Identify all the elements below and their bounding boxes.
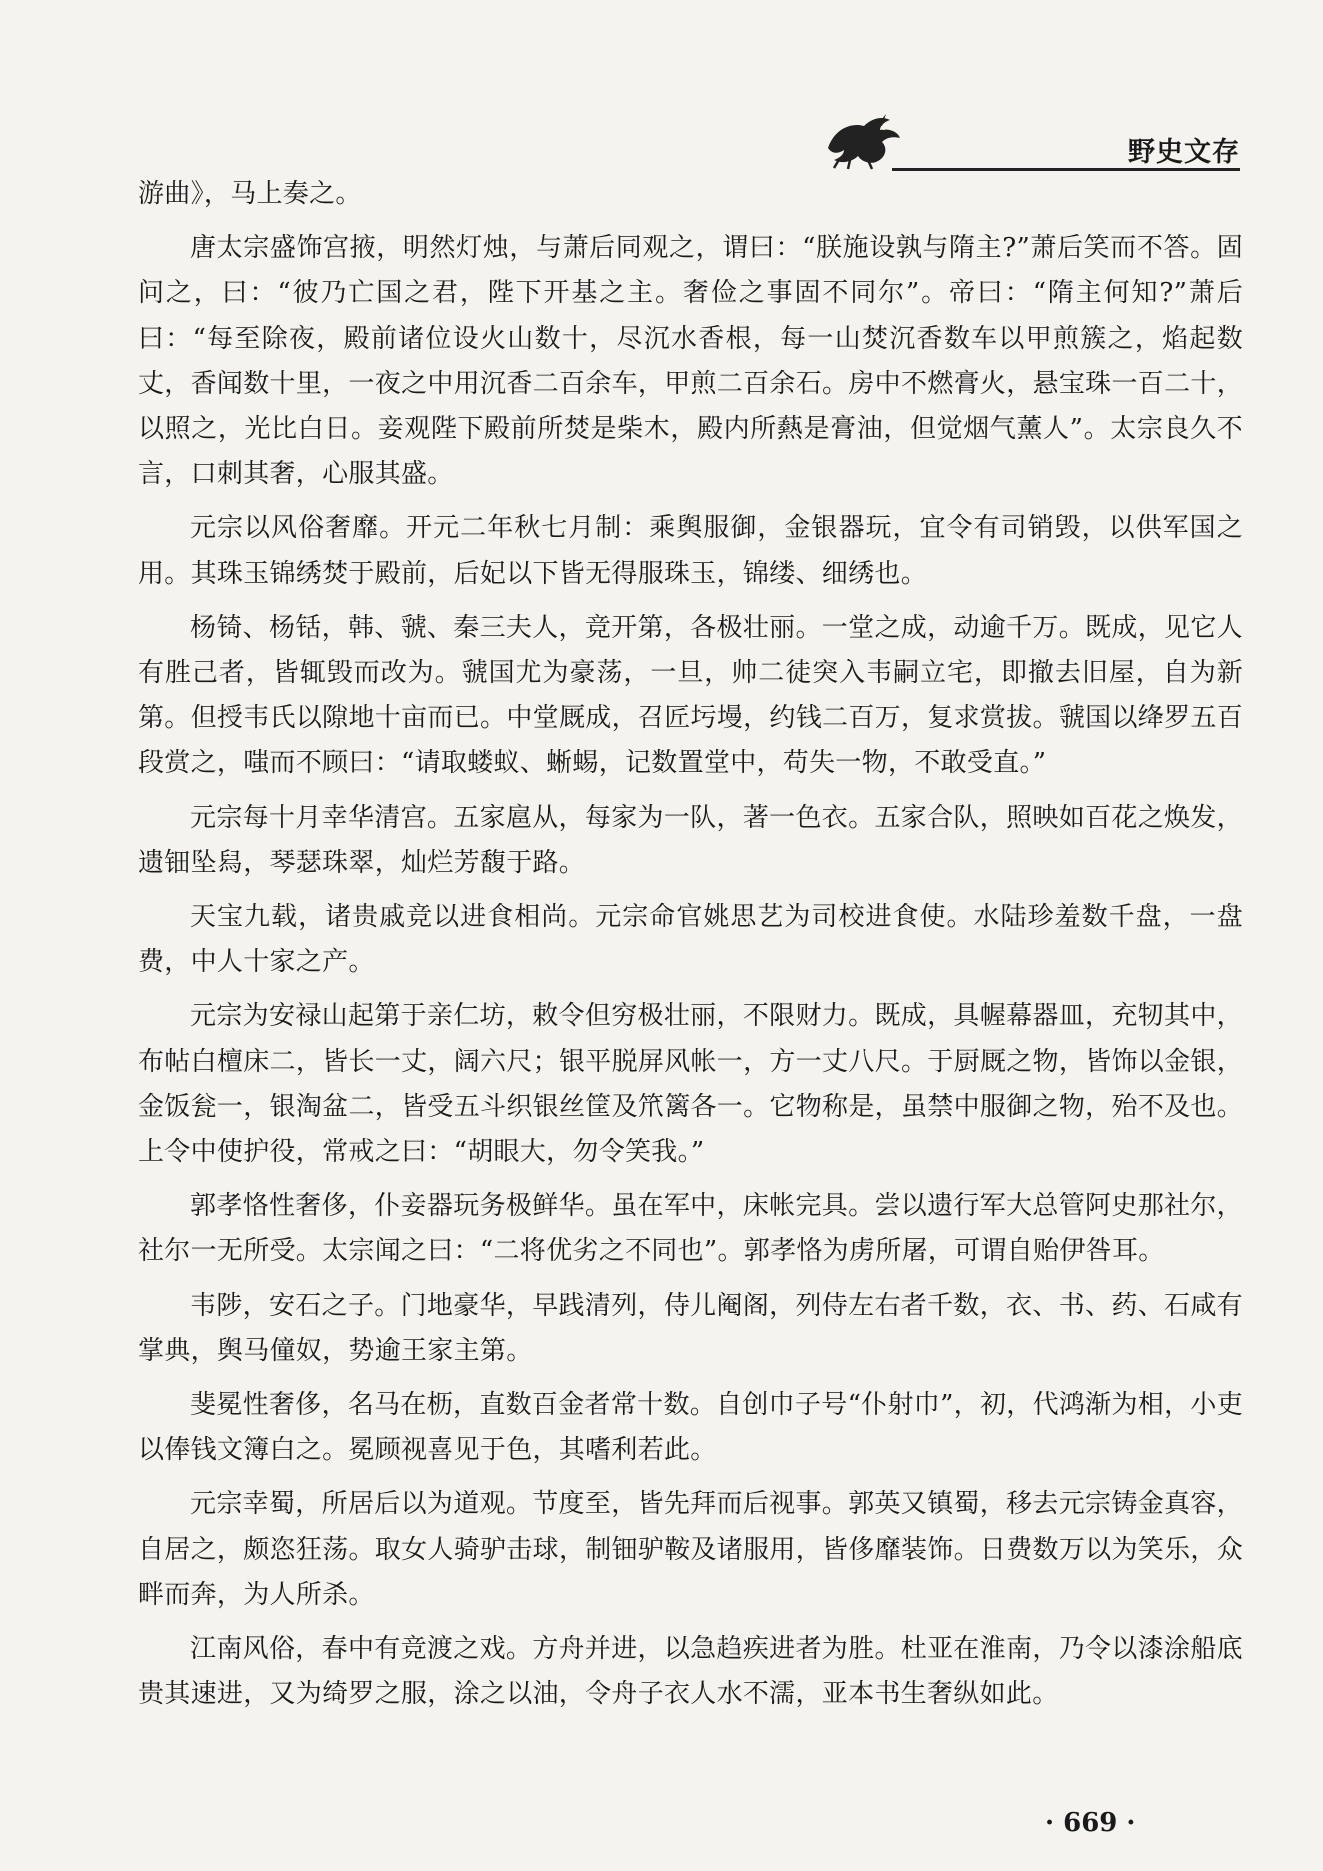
- header-title: 野史文存: [1128, 137, 1240, 168]
- paragraph: 韦陟，安石之子。门地豪华，早践清列，侍儿阉阁，列侍左右者千数，衣、书、药、石咸有掌典，舆马僮奴，势逾王家主第。: [138, 1290, 1243, 1366]
- paragraph: 天宝九载，诸贵戚竞以进食相尚。元宗命官姚思艺为司校进食使。水陆珍羞数千盘，一盘费，中人十家之产。: [138, 902, 1243, 978]
- header-rule: [892, 168, 1240, 171]
- paragraph: 元宗以风俗奢靡。开元二年秋七月制：乘舆服御，金银器玩，宜令有司销毁，以供军国之用。其珠玉锦绣焚于殿前，后妃以下皆无得服珠玉，锦缕、细绣也。: [138, 513, 1243, 589]
- page-number: · 669 ·: [1045, 1808, 1136, 1838]
- paragraph: 元宗每十月幸华清宫。五家扈从，每家为一队，著一色衣。五家合队，照映如百花之焕发，遗钿坠舄，琴瑟珠翠，灿烂芳馥于路。: [138, 802, 1243, 878]
- paragraph: 杨锜、杨铦，韩、虢、秦三夫人，竞开第，各极壮丽。一堂之成，动逾千万。既成，见它人有胜己者，皆辄毁而改为。虢国尤为豪荡，一旦，帅二徒突入韦嗣立宅，即撤去旧屋，自为新第。但授韦氏以隙地十亩而已。中堂厩成，召匠圬墁，约钱二百万，复求赏拔。虢国以绛罗五百段赏之，嗤而不顾曰：“请取蝼蚁、蜥蜴，记数置堂中，苟失一物，不敢受直。”: [138, 612, 1243, 779]
- paragraph: 江南风俗，春中有竞渡之戏。方舟并进，以急趋疾进者为胜。杜亚在淮南，乃令以漆涂船底贵其速进，又为绮罗之服，涂之以油，令舟子衣人水不濡，亚本书生奢纵如此。: [138, 1634, 1243, 1710]
- body-text: [138, 172, 1243, 1727]
- paragraph: 元宗幸蜀，所居后以为道观。节度至，皆先拜而后视事。郭英又镇蜀，移去元宗铸金真容，自居之，颇恣狂荡。取女人骑驴击球，制钿驴鞍及诸服用，皆侈靡装饰。日费数万以为笑乐，众畔而奔，为人所杀。: [138, 1489, 1243, 1610]
- paragraph: 郭孝恪性奢侈，仆妾器玩务极鲜华。虽在军中，床帐完具。尝以遗行军大总管阿史那社尔，社尔一无所受。太宗闻之曰：“二将优劣之不同也”。郭孝恪为虏所屠，可谓自贻伊咎耳。: [138, 1191, 1243, 1267]
- running-header: [820, 108, 1240, 174]
- paragraph-continuation: 游曲》，马上奏之。: [138, 179, 362, 209]
- paragraph: 元宗为安禄山起第于亲仁坊，敕令但穷极壮丽，不限财力。既成，具幄幕器皿，充牣其中，布帖白檀床二，皆长一丈，阔六尺；银平脱屏风帐一，方一丈八尺。于厨厩之物，皆饰以金银，金饭瓮一，银淘盆二，皆受五斗织银丝筐及笊篱各一。它物称是，虽禁中服御之物，殆不及也。上令中使护役，常戒之曰：“胡眼大，勿令笑我。”: [138, 1001, 1243, 1168]
- dragon-icon: [820, 108, 904, 170]
- paragraph: 斐冕性奢侈，名马在枥，直数百金者常十数。自创巾子号“仆射巾”，初，代鸿渐为相，小吏以俸钱文簿白之。冕顾视喜见于色，其嗜利若此。: [138, 1390, 1243, 1466]
- paragraph: 唐太宗盛饰宫掖，明然灯烛，与萧后同观之，谓曰：“朕施设孰与隋主?”萧后笑而不答。固问之，曰：“彼乃亡国之君，陛下开基之主。奢俭之事固不同尔”。帝曰：“隋主何知?”萧后曰：“每至除夜，殿前诸位设火山数十，尽沉水香根，每一山焚沉香数车以甲煎簇之，焰起数丈，香闻数十里，一夜之中用沉香二百余车，甲煎二百余石。房中不燃膏火，悬宝珠一百二十，以照之，光比白日。妾观陛下殿前所焚是柴木，殿内所爇是膏油，但觉烟气薰人”。太宗良久不言，口刺其奢，心服其盛。: [138, 233, 1243, 490]
